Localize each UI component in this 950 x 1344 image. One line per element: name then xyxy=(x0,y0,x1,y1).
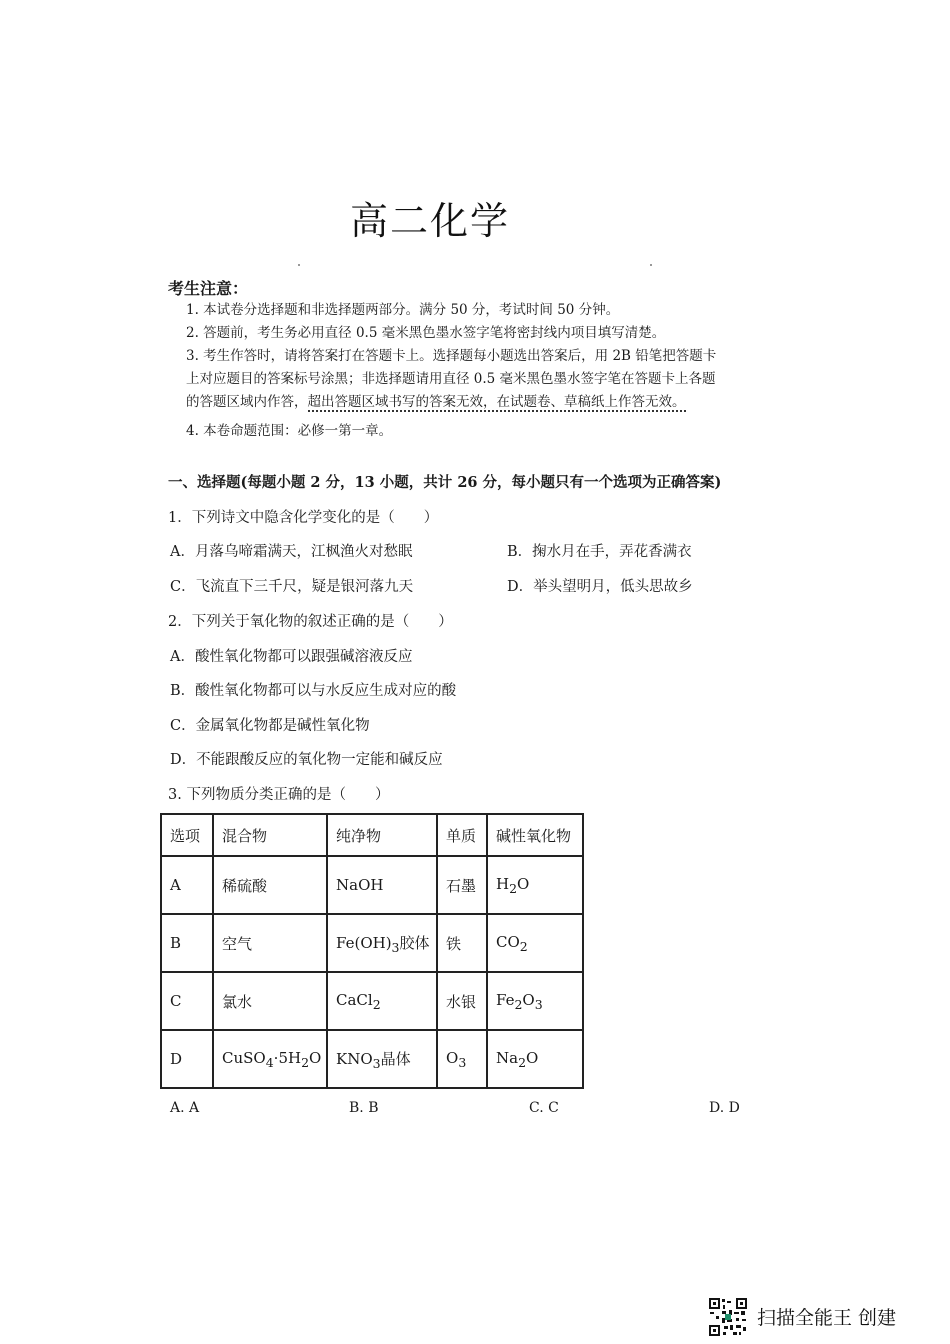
row-basic-oxide: $CO_2$ xyxy=(487,914,583,972)
question-3-stem: 3. 下列物质分类正确的是（ ） xyxy=(168,787,390,803)
classification-table xyxy=(160,813,584,1089)
question-3-answer-b: B. B xyxy=(349,1100,379,1116)
question-3-answer-c: C. C xyxy=(529,1100,559,1116)
question-1-option-d: D．举头望明月，低头思故乡 xyxy=(507,579,693,595)
table-row xyxy=(161,856,583,914)
row-basic-oxide: $Fe_2O_3$ xyxy=(487,972,583,1030)
scan-speck xyxy=(298,264,300,266)
row-pure-substance: $KNO_3$晶体 xyxy=(327,1030,437,1088)
page-title: 高二化学 xyxy=(349,199,510,243)
scan-speck xyxy=(650,264,652,266)
question-3-answer-d: D. D xyxy=(709,1100,740,1116)
row-mixture: 空气 xyxy=(213,914,327,972)
question-2-option-c: C．金属氧化物都是碱性氧化物 xyxy=(170,718,370,734)
question-1-option-b: B．掬水月在手，弄花香满衣 xyxy=(507,544,692,560)
notice-line-3c xyxy=(186,391,686,413)
notice-line-3c-plain: 的答题区域内作答， xyxy=(186,394,308,410)
row-basic-oxide: $Na_2O$ xyxy=(487,1030,583,1088)
row-mixture: 氯水 xyxy=(213,972,327,1030)
row-pure-substance: $Fe(OH)_3$胶体 xyxy=(327,914,437,972)
header-element: 单质 xyxy=(437,814,487,856)
notice-line-3a: 3. 考生作答时，请将答案打在答题卡上。选择题每小题选出答案后，用 2B 铅笔把答题卡 xyxy=(186,348,717,364)
row-basic-oxide: $H_2O$ xyxy=(487,856,583,914)
row-element: 水银 xyxy=(437,972,487,1030)
scanner-watermark: 扫描全能王 创建 xyxy=(757,1307,897,1329)
row-option: D xyxy=(161,1030,213,1088)
notice-line-2: 2. 答题前，考生务必用直径 0.5 毫米黑色墨水签字笔将密封线内项目填写清楚。 xyxy=(186,325,666,341)
question-1-option-c: C．飞流直下三千尺，疑是银河落九天 xyxy=(170,579,414,595)
row-pure-substance: NaOH xyxy=(327,856,437,914)
question-2-option-b: B．酸性氧化物都可以与水反应生成对应的酸 xyxy=(170,683,457,699)
row-option: A xyxy=(161,856,213,914)
table-header-row xyxy=(161,814,583,856)
row-mixture: $CuSO_4\cdot 5H_2O$ xyxy=(213,1030,327,1088)
table-row xyxy=(161,914,583,972)
question-2-option-d: D．不能跟酸反应的氧化物一定能和碱反应 xyxy=(170,752,443,768)
row-pure-substance: CaCl$_2$ xyxy=(327,972,437,1030)
header-mixture: 混合物 xyxy=(213,814,327,856)
row-option: B xyxy=(161,914,213,972)
notice-line-3c-emphasis: 超出答题区域书写的答案无效，在试题卷、草稿纸上作答无效。 xyxy=(307,394,686,410)
question-2-stem: 2．下列关于氧化物的叙述正确的是（ ） xyxy=(168,614,453,630)
row-mixture: 稀硫酸 xyxy=(213,856,327,914)
table-row xyxy=(161,1030,583,1088)
row-element: 石墨 xyxy=(437,856,487,914)
question-2-option-a: A．酸性氧化物都可以跟强碱溶液反应 xyxy=(170,649,413,665)
question-1-option-a: A．月落乌啼霜满天，江枫渔火对愁眠 xyxy=(170,544,413,560)
row-element: 铁 xyxy=(437,914,487,972)
notice-line-4: 4. 本卷命题范围：必修一第一章。 xyxy=(186,423,393,439)
qr-code-icon xyxy=(708,1297,748,1337)
table-row xyxy=(161,972,583,1030)
header-option: 选项 xyxy=(161,814,213,856)
header-basic-oxide: 碱性氧化物 xyxy=(487,814,583,856)
section-heading: 一、选择题(每题小题 2 分，13 小题，共计 26 分，每小题只有一个选项为正确答案) xyxy=(168,474,722,491)
notice-heading: 考生注意： xyxy=(168,279,249,298)
header-pure-substance: 纯净物 xyxy=(327,814,437,856)
notice-line-3b: 上对应题目的答案标号涂黑；非选择题请用直径 0.5 毫米黑色墨水签字笔在答题卡上各题 xyxy=(186,371,716,387)
question-3-answer-a: A. A xyxy=(170,1100,200,1116)
notice-line-1: 1. 本试卷分选择题和非选择题两部分。满分 50 分，考试时间 50 分钟。 xyxy=(186,302,620,318)
question-1-stem: 1．下列诗文中隐含化学变化的是（ ） xyxy=(168,510,439,526)
row-option: C xyxy=(161,972,213,1030)
row-element: $O_3$ xyxy=(437,1030,487,1088)
